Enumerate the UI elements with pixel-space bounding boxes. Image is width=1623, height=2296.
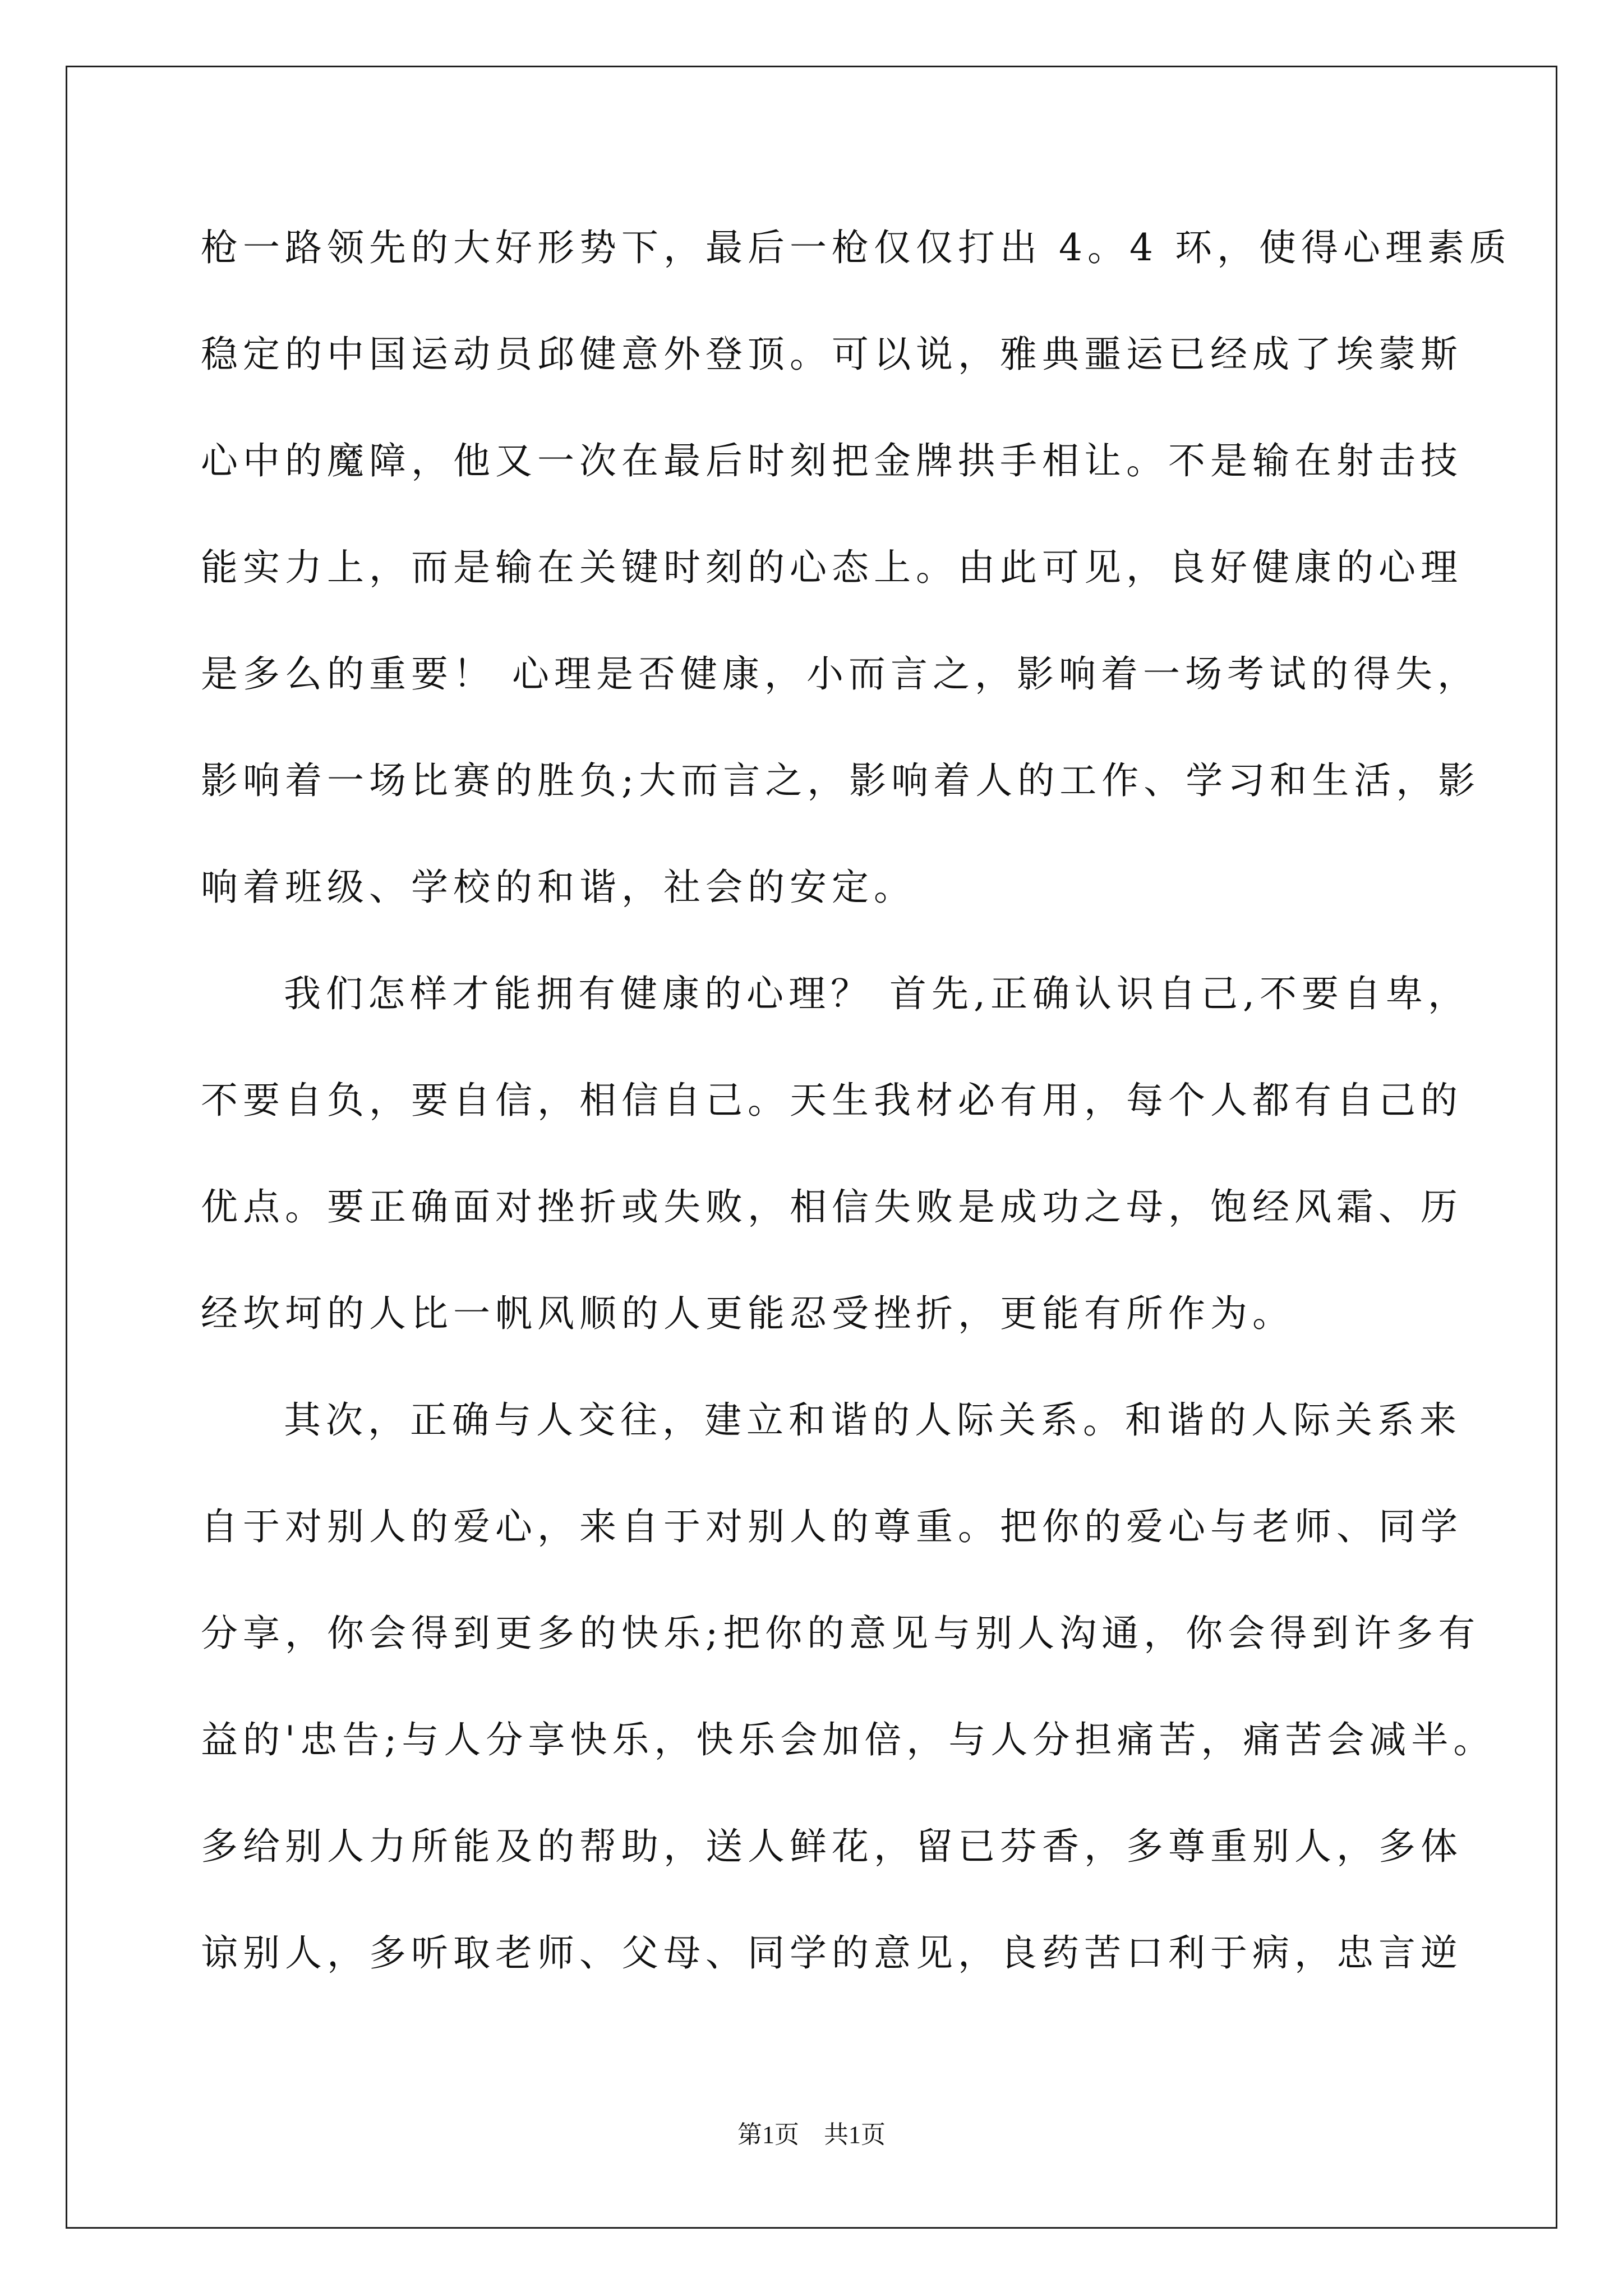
document-body	[201, 214, 1511, 2026]
text-line: 心中的魔障，他又一次在最后时刻把金牌拱手相让。不是输在射击技	[201, 439, 1463, 482]
page-number: 第1页 共1页	[737, 2121, 886, 2148]
text-line: 自于对别人的爱心，来自于对别人的尊重。把你的爱心与老师、同学	[201, 1505, 1463, 1548]
paragraph-start-line: 其次，正确与人交往，建立和谐的人际关系。和谐的人际关系来	[284, 1398, 1461, 1442]
text-line: 谅别人，多听取老师、父母、同学的意见，良药苦口利于病，忠言逆	[201, 1931, 1463, 1975]
text-line: 是多么的重要！ 心理是否健康，小而言之，影响着一场考试的得失，	[201, 652, 1479, 696]
text-line: 益的'忠告;与人分享快乐，快乐会加倍，与人分担痛苦，痛苦会减半。	[201, 1718, 1496, 1761]
text-line: 枪一路领先的大好形势下，最后一枪仅仅打出 4。4 环，使得心理素质	[201, 226, 1511, 269]
text-line: 多给别人力所能及的帮助，送人鲜花，留已芬香，多尊重别人，多体	[201, 1825, 1463, 1868]
text-line: 经坎坷的人比一帆风顺的人更能忍受挫折，更能有所作为。	[201, 1292, 1294, 1335]
text-line: 分享，你会得到更多的快乐;把你的意见与别人沟通，你会得到许多有	[201, 1612, 1481, 1655]
text-line: 能实力上，而是输在关键时刻的心态上。由此可见，良好健康的心理	[201, 546, 1463, 589]
text-line: 优点。要正确面对挫折或失败，相信失败是成功之母，饱经风霜、历	[201, 1185, 1463, 1228]
text-line: 稳定的中国运动员邱健意外登顶。可以说，雅典噩运已经成了埃蒙斯	[201, 333, 1463, 376]
text-line: 不要自负，要自信，相信自己。天生我材必有用，每个人都有自己的	[201, 1079, 1463, 1122]
paragraph-start-line: 我们怎样才能拥有健康的心理？ 首先,正确认识自己,不要自卑，	[284, 972, 1470, 1015]
text-line: 响着班级、学校的和谐，社会的安定。	[201, 866, 916, 909]
text-line: 影响着一场比赛的胜负;大而言之，影响着人的工作、学习和生活，影	[201, 759, 1481, 802]
